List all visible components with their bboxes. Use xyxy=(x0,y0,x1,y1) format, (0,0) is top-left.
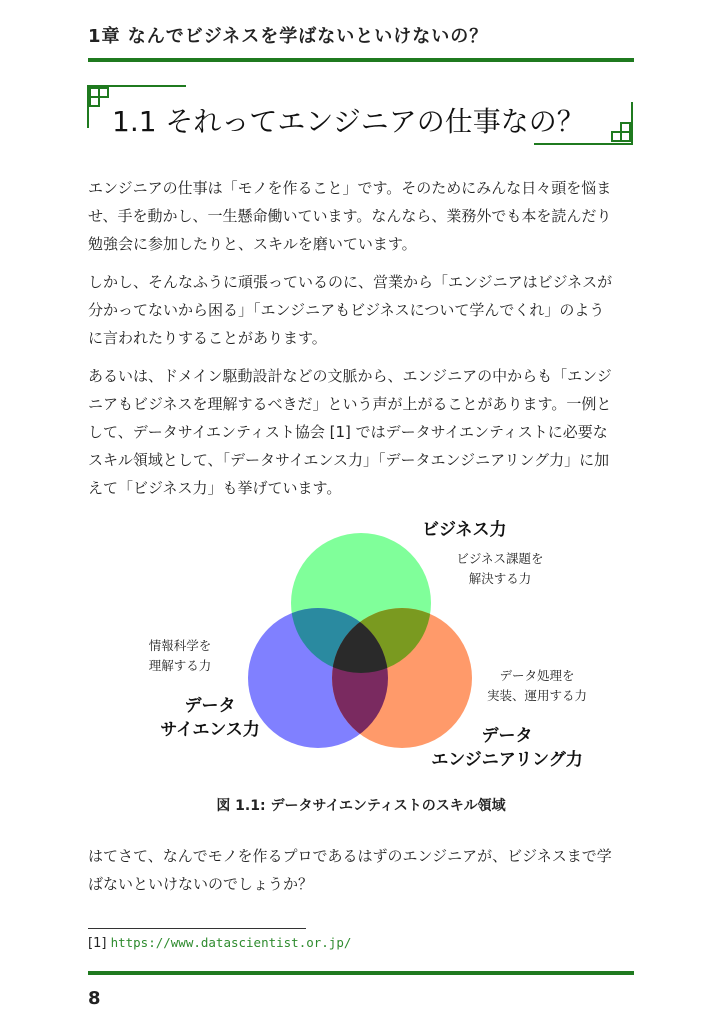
section-title: 1.1 それってエンジニアの仕事なの？ xyxy=(112,105,585,138)
figure-caption: 図 1.1: データサイエンティストのスキル領域 xyxy=(216,798,506,814)
body-paragraph: エンジニアの仕事は「モノを作ること」です。そのためにみんな日々頭を悩ま せ、手を動かし、一生懸命働いています。なんなら、業務外でも本を読んだり 勉強会に参加したりと、スキルを磨いています。 xyxy=(88,179,612,253)
closing-paragraph: はてさて、なんでモノを作るプロであるはずのエンジニアが、ビジネスまで学 ばないといけないのでしょうか？ xyxy=(88,847,612,893)
page-number: 8 xyxy=(88,988,101,1009)
data-science-label: データ サイエンス力 xyxy=(160,696,260,740)
chapter-title: 1章 なんでビジネスを学ばないといけないの？ xyxy=(88,26,489,47)
business-label: ビジネス力 xyxy=(422,520,507,540)
header-rule xyxy=(88,58,634,62)
footnote-rule xyxy=(88,928,306,929)
data-engineering-desc: データ処理を 実装、運用する力 xyxy=(486,668,587,703)
footer-rule xyxy=(88,971,634,975)
body-paragraph: あるいは、ドメイン駆動設計などの文脈から、エンジニアの中からも「エンジ ニアもビジネスを理解するべきだ」という声が上がることがあります。一例と して、データサイエンティスト協会 [1] ではデータサイエンティストに必要な スキル領域として、「データサイエンス力」「データエンジニアリング力」に加 えて「ビジネス力」も挙げています。 xyxy=(88,367,612,497)
business-desc: ビジネス課題を 解決する力 xyxy=(456,551,544,586)
footnote xyxy=(88,935,351,951)
data-engineering-label: データ エンジニアリング力 xyxy=(431,726,583,770)
data-science-desc: 情報科学を 理解する力 xyxy=(148,638,212,673)
footnote-link[interactable]: https://www.datascientist.or.jp/ xyxy=(110,935,352,950)
body-paragraph: しかし、そんなふうに頑張っているのに、営業から「エンジニアはビジネスが 分かってないから困る」「エンジニアもビジネスについて学んでくれ」のよう に言われたりすることがあります。 xyxy=(88,273,613,347)
footnote-marker: [1] xyxy=(88,936,107,951)
